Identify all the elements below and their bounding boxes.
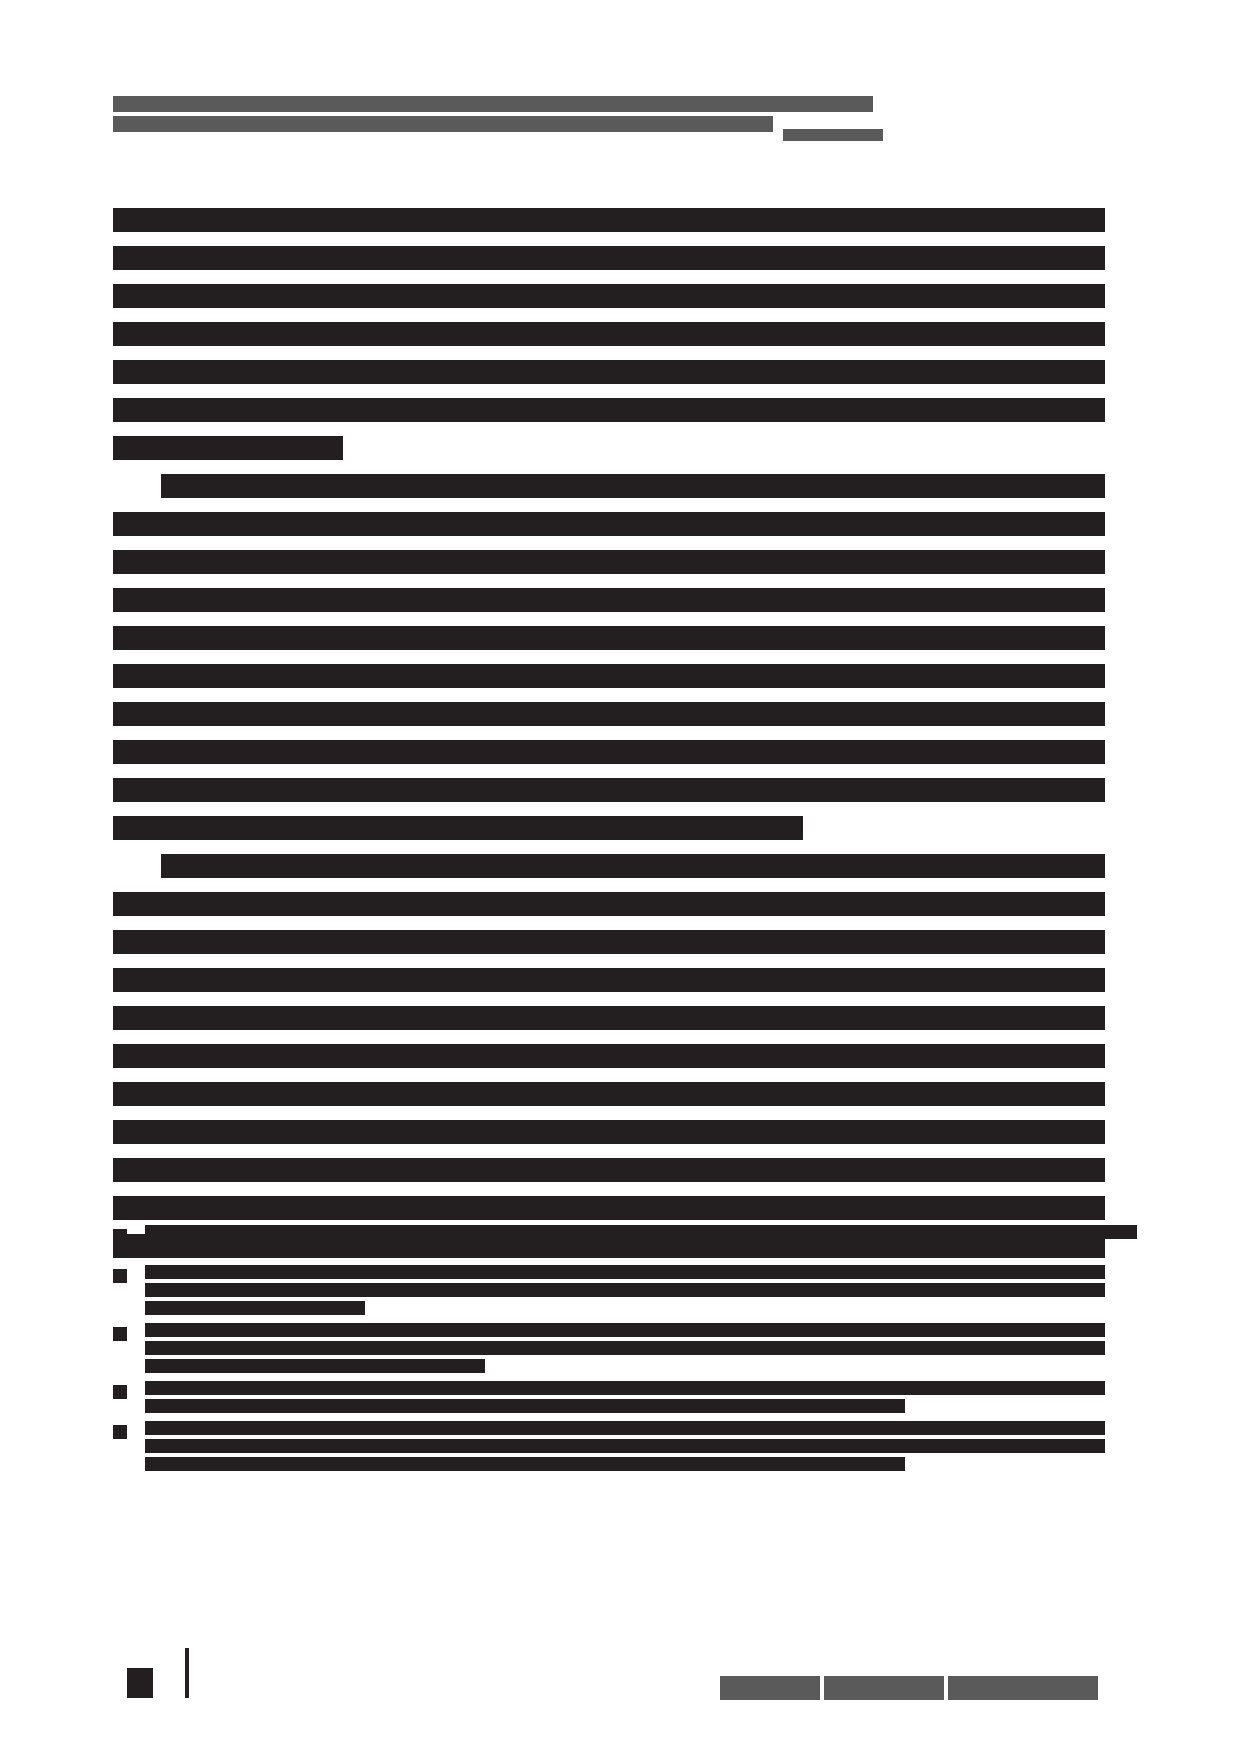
text-line	[113, 702, 1105, 726]
text-line	[113, 892, 1105, 916]
footnote-line	[145, 1421, 1105, 1435]
text-line	[113, 816, 803, 840]
text-line	[113, 284, 1105, 308]
footer-divider	[185, 1648, 189, 1698]
text-line	[161, 854, 1105, 878]
footnotes	[113, 1225, 1105, 1479]
text-line	[113, 512, 1105, 536]
footnote-marker	[113, 1327, 127, 1341]
footnote-marker	[113, 1269, 127, 1283]
text-line	[113, 1044, 1105, 1068]
footer-title-segment	[824, 1676, 944, 1700]
footnote-marker	[113, 1229, 127, 1243]
text-line	[113, 930, 1105, 954]
footnote-line	[145, 1439, 1105, 1453]
text-line	[113, 246, 1105, 270]
footnote	[113, 1421, 1105, 1471]
text-line	[113, 626, 1105, 650]
text-line	[113, 1196, 1105, 1220]
body-text	[113, 208, 1105, 1272]
footnote-line	[145, 1457, 905, 1471]
text-line	[113, 550, 1105, 574]
header-line	[113, 116, 773, 132]
text-line	[113, 1082, 1105, 1106]
page-number	[127, 1668, 153, 1698]
footnote-line	[145, 1399, 905, 1413]
text-line	[113, 398, 1105, 422]
text-line	[113, 778, 1105, 802]
paragraph	[113, 208, 1105, 460]
running-header	[113, 96, 993, 141]
footnote-line	[145, 1359, 485, 1373]
footnote-line	[145, 1265, 1105, 1279]
footer-title-segment	[948, 1676, 1098, 1700]
paragraph	[113, 474, 1105, 840]
text-line	[113, 968, 1105, 992]
footnote-marker	[113, 1425, 127, 1439]
text-line	[161, 474, 1105, 498]
footnote	[113, 1225, 1105, 1257]
footer-title-segment	[720, 1676, 820, 1700]
text-line	[113, 1158, 1105, 1182]
paragraph	[113, 854, 1105, 1258]
footnote	[113, 1381, 1105, 1413]
footnote-line	[145, 1283, 1105, 1297]
text-line	[113, 588, 1105, 612]
footnote-line	[145, 1301, 365, 1315]
footnote-line	[145, 1381, 1105, 1395]
text-line	[113, 208, 1105, 232]
text-line	[113, 436, 343, 460]
text-line	[113, 1120, 1105, 1144]
text-line	[113, 360, 1105, 384]
footnote-line	[145, 1225, 1137, 1239]
text-line	[113, 740, 1105, 764]
footnote-marker	[113, 1385, 127, 1399]
header-suffix	[783, 129, 883, 141]
text-line	[113, 664, 1105, 688]
footnote-line	[145, 1341, 1105, 1355]
footnote-line	[145, 1323, 1105, 1337]
text-line	[113, 1006, 1105, 1030]
text-line	[113, 322, 1105, 346]
header-line	[113, 96, 873, 112]
footer-running-title	[720, 1676, 1098, 1700]
footnote-line	[145, 1243, 785, 1257]
footnote	[113, 1265, 1105, 1315]
footnote	[113, 1323, 1105, 1373]
